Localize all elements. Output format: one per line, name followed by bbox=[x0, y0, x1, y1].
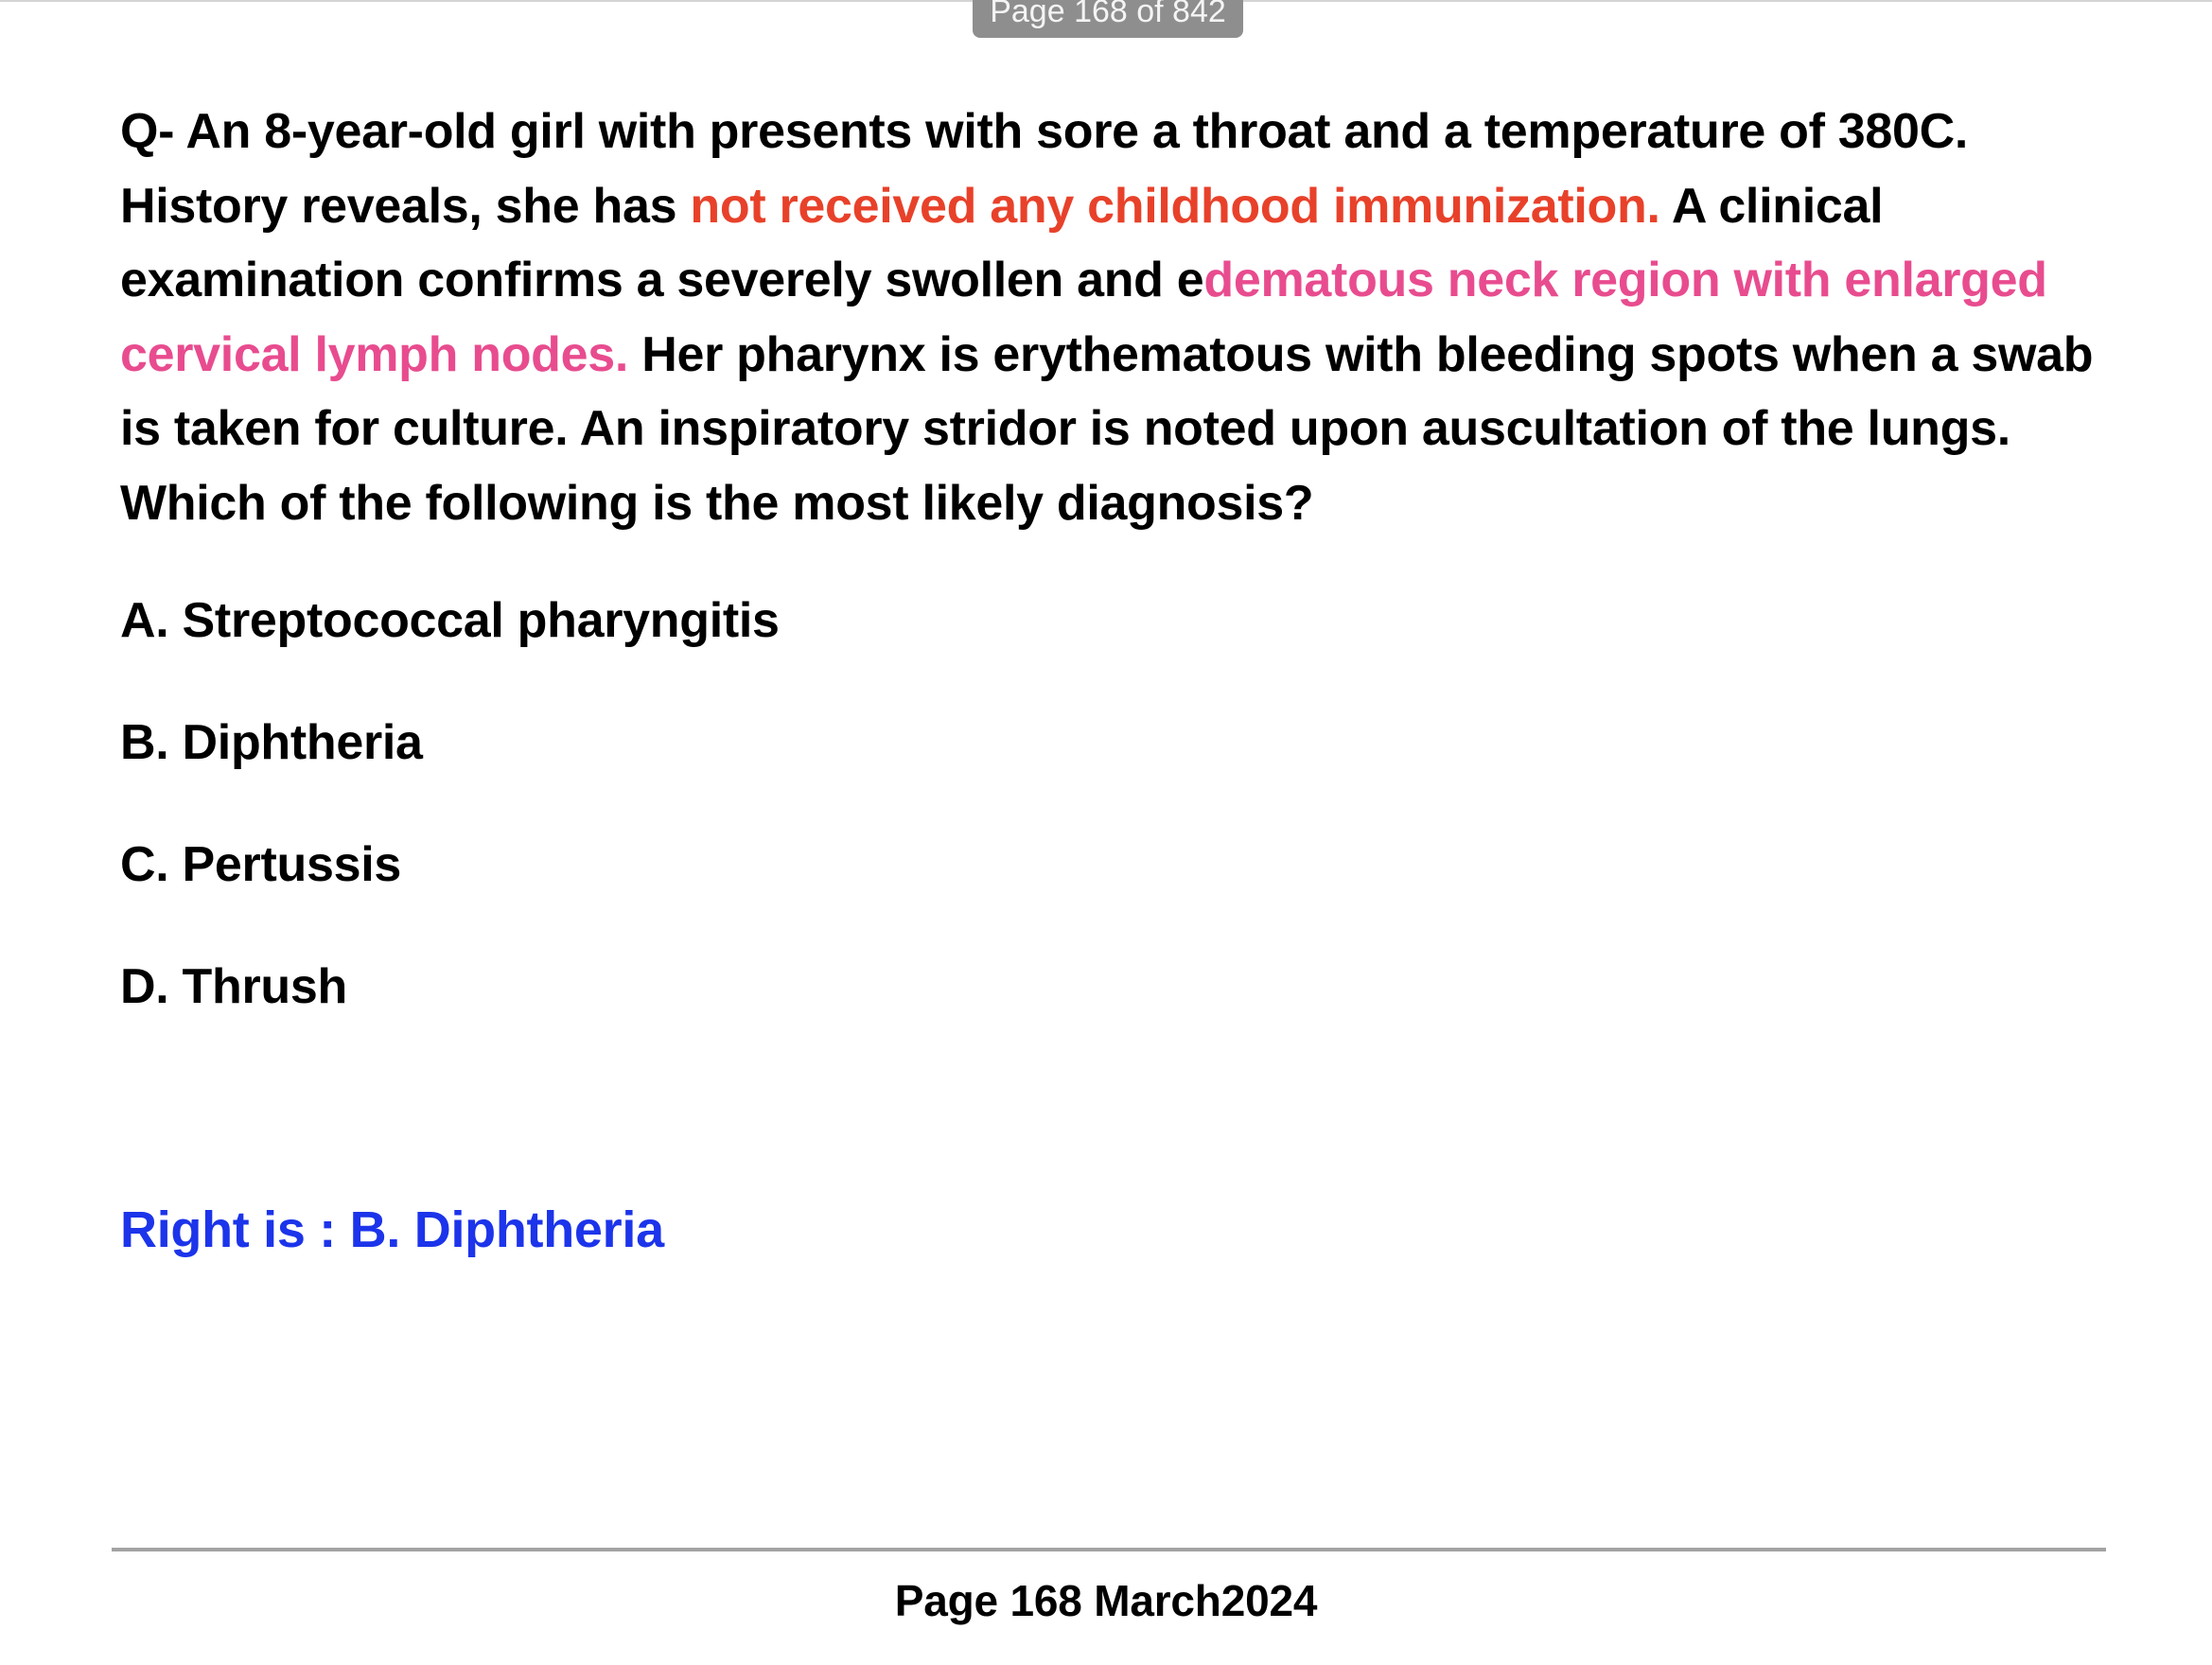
option-a: A. Streptococcal pharyngitis bbox=[120, 593, 780, 648]
page-indicator bbox=[973, 0, 1243, 38]
page-indicator-label: Page 168 of 842 bbox=[990, 0, 1226, 29]
question-suffix: Her pharynx is erythematous with bleeding spots when a swab is taken for culture. An inspiratory stridor is noted upon auscultation of the lungs. Which of the following is the most likely diagnosis? bbox=[120, 326, 2094, 531]
page-footer: Page 168 March2024 bbox=[894, 1576, 1318, 1625]
question-highlight-neck: dematous neck region with enlarged cervical lymph nodes. bbox=[120, 253, 2047, 382]
option-c: C. Pertussis bbox=[120, 837, 401, 892]
question-block bbox=[120, 95, 2126, 540]
question-highlight-immunization: not received any childhood immunization. bbox=[690, 178, 1660, 234]
question-prefix: Q- An 8-year-old girl with presents with sore a throat and a temperature of 380C. History reveals, she has bbox=[120, 104, 1969, 234]
question-mid: A clinical examination confirms a severely swollen and e bbox=[120, 178, 1884, 307]
correct-answer: Right is : B. Diphtheria bbox=[120, 1201, 664, 1258]
option-b: B. Diphtheria bbox=[120, 715, 423, 770]
question-text bbox=[120, 95, 2126, 540]
option-d: D. Thrush bbox=[120, 959, 347, 1014]
footer-divider bbox=[112, 1548, 2106, 1551]
